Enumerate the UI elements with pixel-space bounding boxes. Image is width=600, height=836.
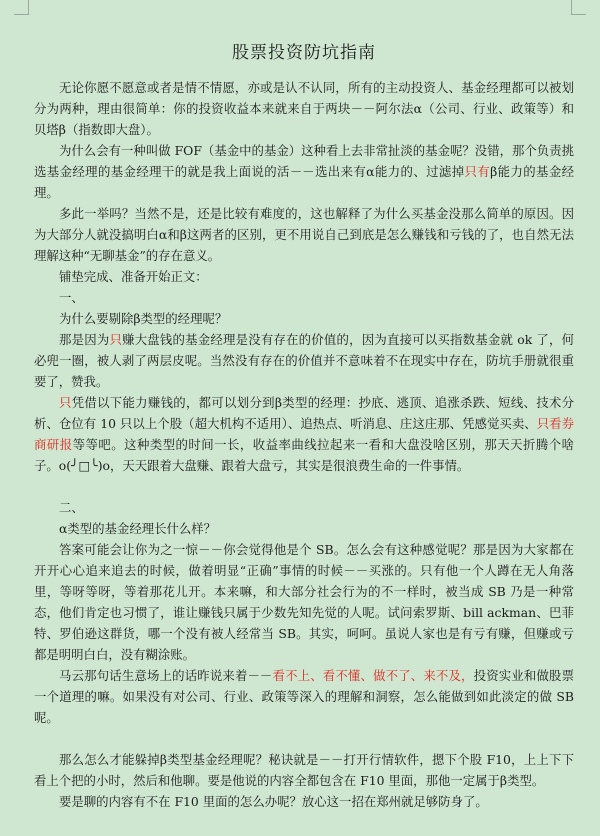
paragraph: [34, 539, 574, 665]
text-segment: 无论你愿不愿意或者是情不情愿，亦或是认不认同，所有的主动投资人、基金经理都可以被划分为两种，理由很简单：你的投资收益本来就来自于两块－－阿尔法α（公司、行业、政策等）和贝塔β（指数即大盘）。: [34, 80, 574, 137]
text-segment: 一、: [59, 290, 84, 305]
paragraph: [34, 749, 574, 791]
text-segment: 为什么会有一种叫做 FOF（基金中的基金）这种看上去非常扯淡的基金呢？没错，那个负责挑选基金经理的基金经理干的就是我上面说的活－－选出来有α能力的、过滤掉: [34, 143, 574, 179]
text-segment: 铺垫完成、准备开始正文：: [59, 269, 208, 284]
paragraph: [34, 308, 574, 329]
highlighted-text: 只看券商研报: [34, 416, 574, 452]
highlighted-text: 只: [59, 395, 72, 410]
text-segment: 答案可能会让你为之一惊－－你会觉得他是个 SB。怎么会有这种感觉呢？那是因为大家都在开开心心追来追去的时候，做着明显“正确”事情的时候－－买涨的。只有他一个人蹲在无人角落里，等呀等呀，等着那花儿开。本来嘛，和大部分社会行为的不一样时，被当成 SB 乃是一种常态，他们肯定也习惯了，谁让赚钱只属于少数先知先觉的人呢。试问索罗斯、bill ackman、巴菲特、罗伯逊这群货，哪一个没有被人经常当 SB。其实，呵呵。虽说人家也是有亏有赚，但赚或亏都是明明白白，没有糊涂账。: [34, 542, 574, 662]
text-segment: α类型的基金经理长什么样？: [59, 521, 217, 536]
document-title: 股票投资防坑指南: [232, 43, 376, 63]
page-corner-mark-left: [14, 0, 29, 15]
text-segment: 为什么要剔除β类型的经理呢？: [59, 311, 228, 326]
text-segment: 那是因为: [59, 332, 110, 347]
blank-line: [34, 476, 574, 497]
text-segment: 那么怎么才能躲掉β类型基金经理呢？秘诀就是－－打开行情软件，摁下个股 F10，上上下下看上个把的小时，然后和他聊。要是他说的内容全都包含在 F10 里面，那他一定属于β类型。: [34, 752, 574, 788]
paragraph: [34, 665, 574, 728]
text-segment: 马云那句话生意场上的话昨说来着－－: [59, 668, 273, 683]
paragraph: [34, 203, 574, 266]
blank-line: [34, 728, 574, 749]
text-segment: 投资实业和做股票一个道理的嘛。如果没有对公司、行业、政策等深入的理解和洞察，怎么能做到如此淡定的做 SB 呢。: [34, 668, 575, 725]
highlighted-text: 看不上、看不懂、做不了、来不及，: [272, 668, 474, 683]
text-segment: 多此一举吗？当然不是，还是比较有难度的，这也解释了为什么买基金没那么简单的原因。因为大部分人就没搞明白α和β这两者的区别，更不用说自己到底是怎么赚钱和亏钱的了，也自然无法理解这种“无聊基金”的存在意义。: [34, 206, 574, 263]
highlighted-text: 只有: [464, 164, 491, 179]
paragraph: [34, 77, 574, 140]
text-segment: 二、: [59, 500, 84, 515]
text-segment: 等等吧。这种类型的时间一长，收益率曲线拉起来一看和大盘没啥区别，那天天折腾个啥子。o(╯□╰)o，天天跟着大盘赚、跟着大盘亏，其实是很浪费生命的一件事情。: [34, 437, 575, 473]
highlighted-text: 只: [109, 332, 123, 347]
text-segment: 要是聊的内容有不在 F10 里面的怎么办呢？放心这一招在郑州就足够防身了。: [59, 794, 488, 809]
paragraph: [34, 518, 574, 539]
paragraph: [34, 392, 574, 476]
text-segment: 赚大盘钱的基金经理是没有存在的价值的，因为直接可以买指数基金就 ok 了，何必兜一圈，被人剥了两层皮呢。当然没有存在的价值并不意味着不在现实中存在，防坑手册就很重要了，赞我。: [34, 332, 574, 389]
document-page: [34, 0, 574, 812]
paragraph: [34, 791, 574, 812]
paragraph: [34, 329, 574, 392]
paragraph: [34, 497, 574, 518]
text-segment: 凭借以下能力赚钱的，都可以划分到β类型的经理：抄底、逃顶、追涨杀跌、短线、技术分析、仓位有 10 只以上个股（超大机构不适用）、追热点、听消息、庄这庄那、凭感觉买卖、: [34, 395, 574, 431]
text-segment: β能力的基金经理。: [34, 164, 575, 200]
document-body: [34, 77, 574, 812]
paragraph: [34, 266, 574, 287]
paragraph: [34, 287, 574, 308]
paragraph: [34, 140, 574, 203]
